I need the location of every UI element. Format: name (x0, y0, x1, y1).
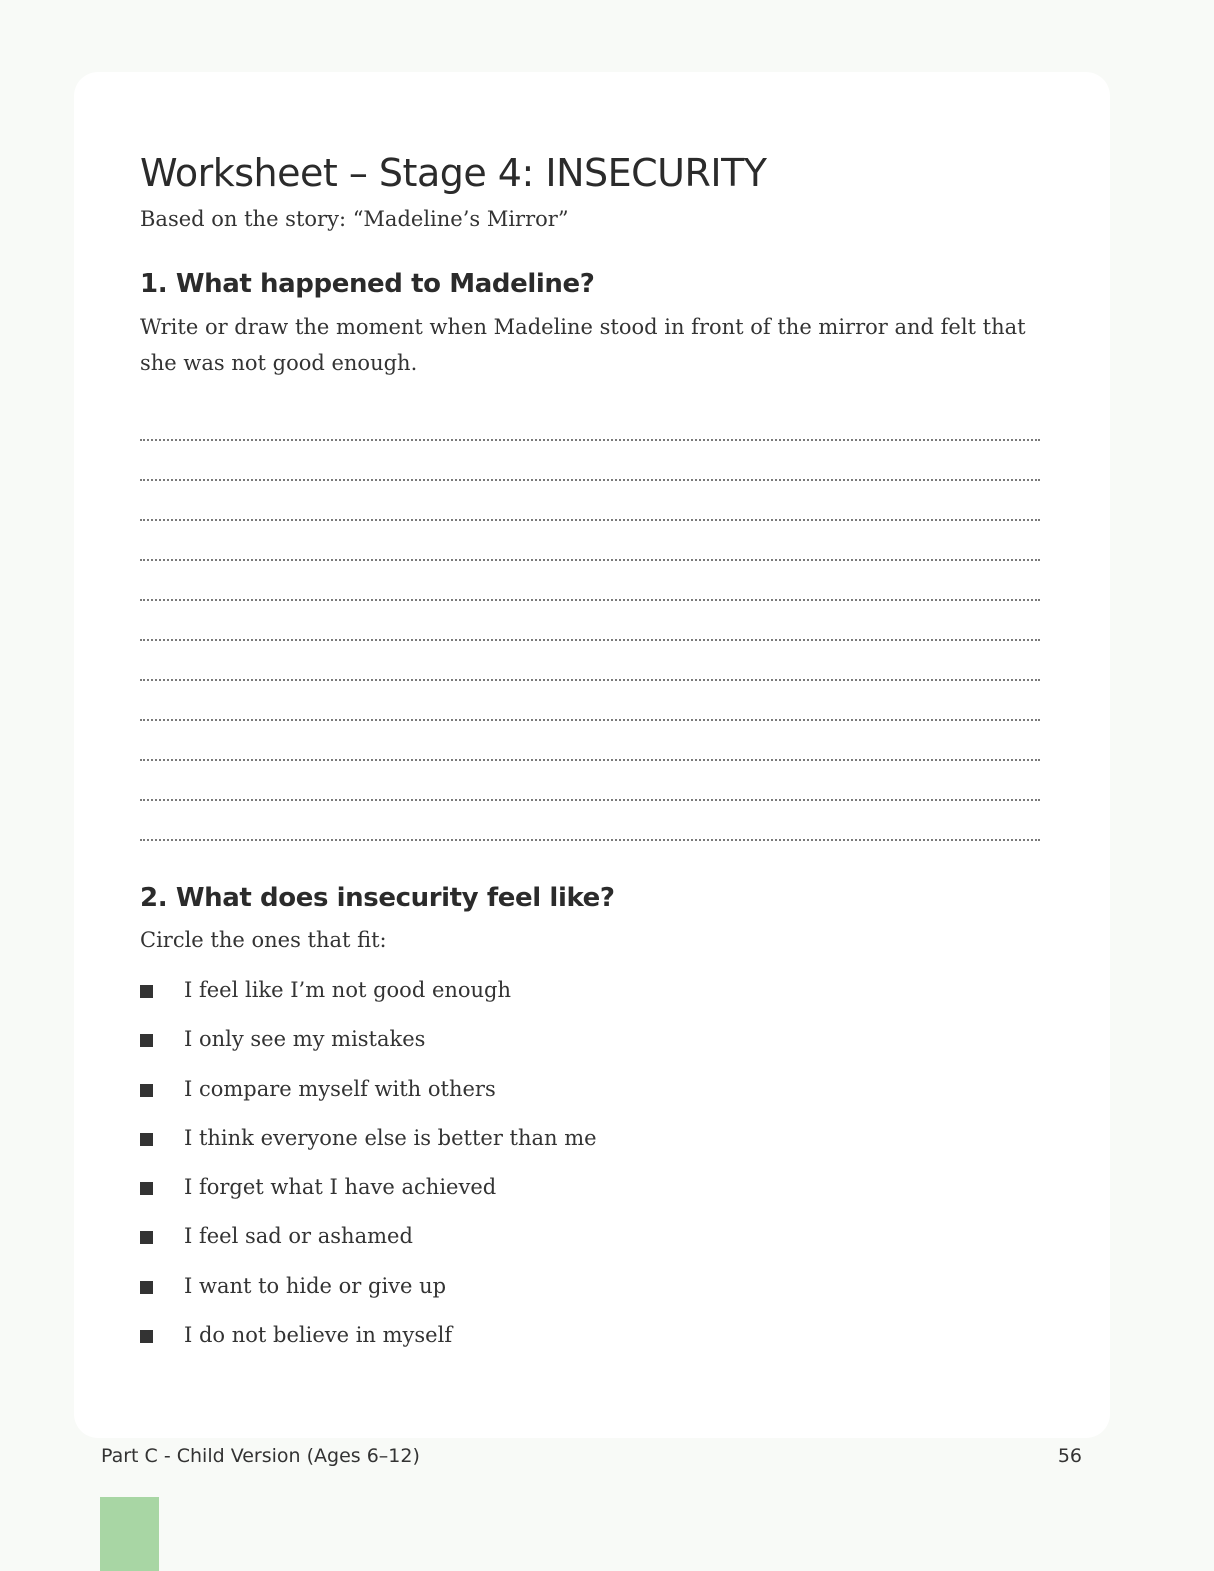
answer-line[interactable] (140, 561, 1040, 601)
feeling-option[interactable] (140, 1074, 1040, 1123)
footer-section-label: Part C - Child Version (Ages 6–12) (101, 1445, 420, 1467)
feeling-option[interactable] (140, 1271, 1040, 1320)
square-bullet-icon (140, 1182, 153, 1195)
answer-line[interactable] (140, 641, 1040, 681)
answer-line[interactable] (140, 441, 1040, 481)
feeling-option-text: I think everyone else is better than me (184, 1125, 597, 1150)
footer-page-number: 56 (1057, 1445, 1082, 1467)
section-1-instruction: Write or draw the moment when Madeline stood in front of the mirror and felt that she was not good enough. (140, 315, 1026, 375)
accent-tab (100, 1497, 159, 1571)
feeling-option-text: I want to hide or give up (184, 1273, 447, 1298)
square-bullet-icon (140, 1133, 153, 1146)
feeling-option-text: I forget what I have achieved (184, 1175, 497, 1200)
feeling-option-text: I do not believe in myself (184, 1323, 453, 1348)
square-bullet-icon (140, 985, 153, 998)
answer-line[interactable] (140, 681, 1040, 721)
answer-lines[interactable] (140, 401, 1040, 841)
feeling-option-text: I feel sad or ashamed (184, 1224, 413, 1249)
feeling-option-text: I feel like I’m not good enough (184, 978, 512, 1002)
section-1-heading: 1. What happened to Madeline? (140, 269, 595, 299)
feeling-option[interactable] (140, 1123, 1040, 1172)
square-bullet-icon (140, 1084, 153, 1097)
feeling-option[interactable] (140, 1320, 1040, 1369)
feeling-option-text: I only see my mistakes (184, 1027, 426, 1052)
square-bullet-icon (140, 1034, 153, 1047)
worksheet-content (140, 150, 1040, 1369)
square-bullet-icon (140, 1281, 153, 1294)
feeling-option[interactable] (140, 975, 1040, 1024)
feelings-options-list (140, 975, 1040, 1369)
section-2-heading: 2. What does insecurity feel like? (140, 883, 615, 913)
feeling-option[interactable] (140, 1024, 1040, 1073)
worksheet-card (74, 72, 1110, 1438)
square-bullet-icon (140, 1330, 153, 1343)
page-subtitle: Based on the story: “Madeline’s Mirror” (140, 207, 569, 231)
answer-line[interactable] (140, 801, 1040, 841)
answer-line[interactable] (140, 601, 1040, 641)
answer-line[interactable] (140, 481, 1040, 521)
answer-line[interactable] (140, 401, 1040, 441)
answer-line[interactable] (140, 721, 1040, 761)
page-title: Worksheet – Stage 4: INSECURITY (140, 151, 767, 195)
answer-line[interactable] (140, 521, 1040, 561)
square-bullet-icon (140, 1231, 153, 1244)
section-2-instruction: Circle the ones that fit: (140, 928, 387, 952)
feeling-option[interactable] (140, 1221, 1040, 1270)
answer-line[interactable] (140, 761, 1040, 801)
feeling-option[interactable] (140, 1172, 1040, 1221)
feeling-option-text: I compare myself with others (184, 1076, 496, 1101)
